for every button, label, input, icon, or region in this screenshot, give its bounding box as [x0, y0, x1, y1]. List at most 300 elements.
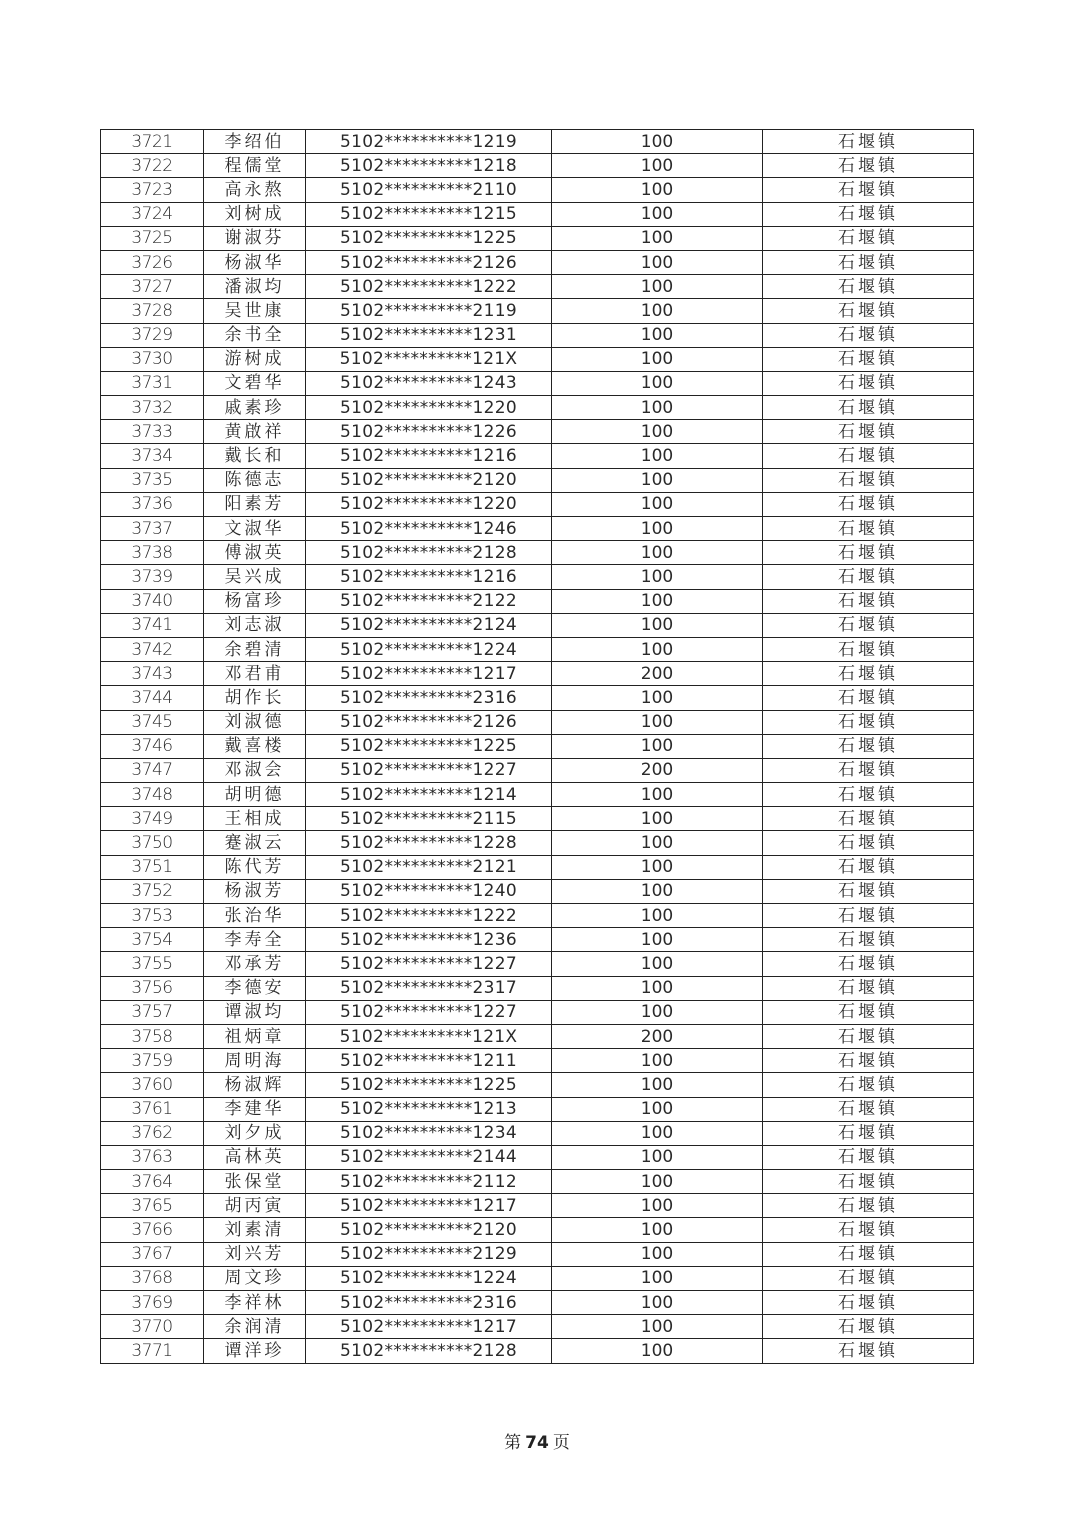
- id-number-cell: 5102**********1220: [306, 396, 552, 420]
- row-number-cell: 3749: [101, 807, 204, 831]
- town-name-cell: 石堰镇: [763, 420, 974, 444]
- town-name-cell: 石堰镇: [763, 1121, 974, 1145]
- amount-cell: 100: [552, 1266, 763, 1290]
- town-name-cell: 石堰镇: [763, 275, 974, 299]
- id-number-cell: 5102**********2124: [306, 613, 552, 637]
- id-number-cell: 5102**********2120: [306, 1218, 552, 1242]
- id-number-cell: 5102**********1213: [306, 1097, 552, 1121]
- id-number-cell: 5102**********1216: [306, 565, 552, 589]
- person-name-cell: 王相成: [204, 807, 306, 831]
- table-row: [101, 323, 974, 347]
- row-number-cell: 3722: [101, 154, 204, 178]
- amount-cell: 100: [552, 1315, 763, 1339]
- table-row: [101, 1024, 974, 1048]
- amount-cell: 100: [552, 202, 763, 226]
- person-name-cell: 游树成: [204, 347, 306, 371]
- person-name-cell: 邓承芳: [204, 952, 306, 976]
- amount-cell: 100: [552, 1170, 763, 1194]
- person-name-cell: 文淑华: [204, 517, 306, 541]
- table-row: [101, 1049, 974, 1073]
- amount-cell: 100: [552, 855, 763, 879]
- id-number-cell: 5102**********2120: [306, 468, 552, 492]
- id-number-cell: 5102**********1217: [306, 1315, 552, 1339]
- amount-cell: 100: [552, 1073, 763, 1097]
- id-number-cell: 5102**********2126: [306, 710, 552, 734]
- row-number-cell: 3763: [101, 1145, 204, 1169]
- town-name-cell: 石堰镇: [763, 517, 974, 541]
- town-name-cell: 石堰镇: [763, 1145, 974, 1169]
- id-number-cell: 5102**********1227: [306, 952, 552, 976]
- person-name-cell: 黄啟祥: [204, 420, 306, 444]
- amount-cell: 200: [552, 758, 763, 782]
- row-number-cell: 3765: [101, 1194, 204, 1218]
- id-number-cell: 5102**********1225: [306, 734, 552, 758]
- town-name-cell: 石堰镇: [763, 1291, 974, 1315]
- table-row: [101, 517, 974, 541]
- table-row: [101, 347, 974, 371]
- person-name-cell: 胡丙寅: [204, 1194, 306, 1218]
- table-row: [101, 130, 974, 154]
- row-number-cell: 3752: [101, 879, 204, 903]
- table-row: [101, 541, 974, 565]
- town-name-cell: 石堰镇: [763, 541, 974, 565]
- row-number-cell: 3742: [101, 637, 204, 661]
- town-name-cell: 石堰镇: [763, 565, 974, 589]
- table-row: [101, 492, 974, 516]
- amount-cell: 100: [552, 1291, 763, 1315]
- row-number-cell: 3768: [101, 1266, 204, 1290]
- page-prefix: 第: [504, 1433, 522, 1453]
- town-name-cell: 石堰镇: [763, 1266, 974, 1290]
- table-row: [101, 686, 974, 710]
- amount-cell: 100: [552, 686, 763, 710]
- amount-cell: 100: [552, 226, 763, 250]
- amount-cell: 100: [552, 613, 763, 637]
- table-row: [101, 1194, 974, 1218]
- person-name-cell: 余碧清: [204, 637, 306, 661]
- id-number-cell: 5102**********1217: [306, 662, 552, 686]
- row-number-cell: 3733: [101, 420, 204, 444]
- amount-cell: 100: [552, 1000, 763, 1024]
- town-name-cell: 石堰镇: [763, 734, 974, 758]
- row-number-cell: 3750: [101, 831, 204, 855]
- town-name-cell: 石堰镇: [763, 371, 974, 395]
- table-row: [101, 879, 974, 903]
- table-row: [101, 420, 974, 444]
- table-row: [101, 904, 974, 928]
- table-row: [101, 855, 974, 879]
- person-name-cell: 李祥林: [204, 1291, 306, 1315]
- id-number-cell: 5102**********2119: [306, 299, 552, 323]
- row-number-cell: 3727: [101, 275, 204, 299]
- table-row: [101, 468, 974, 492]
- table-row: [101, 976, 974, 1000]
- town-name-cell: 石堰镇: [763, 637, 974, 661]
- row-number-cell: 3725: [101, 226, 204, 250]
- amount-cell: 100: [552, 347, 763, 371]
- town-name-cell: 石堰镇: [763, 492, 974, 516]
- table-row: [101, 807, 974, 831]
- id-number-cell: 5102**********121X: [306, 1024, 552, 1048]
- row-number-cell: 3731: [101, 371, 204, 395]
- amount-cell: 100: [552, 589, 763, 613]
- amount-cell: 100: [552, 517, 763, 541]
- row-number-cell: 3753: [101, 904, 204, 928]
- town-name-cell: 石堰镇: [763, 952, 974, 976]
- person-name-cell: 程儒堂: [204, 154, 306, 178]
- town-name-cell: 石堰镇: [763, 710, 974, 734]
- amount-cell: 200: [552, 662, 763, 686]
- person-name-cell: 陈德志: [204, 468, 306, 492]
- town-name-cell: 石堰镇: [763, 807, 974, 831]
- id-number-cell: 5102**********1225: [306, 1073, 552, 1097]
- person-name-cell: 李建华: [204, 1097, 306, 1121]
- person-name-cell: 杨淑芳: [204, 879, 306, 903]
- person-name-cell: 潘淑均: [204, 275, 306, 299]
- person-name-cell: 杨富珍: [204, 589, 306, 613]
- person-name-cell: 邓君甫: [204, 662, 306, 686]
- town-name-cell: 石堰镇: [763, 396, 974, 420]
- amount-cell: 100: [552, 396, 763, 420]
- town-name-cell: 石堰镇: [763, 299, 974, 323]
- id-number-cell: 5102**********2316: [306, 1291, 552, 1315]
- id-number-cell: 5102**********2128: [306, 541, 552, 565]
- person-name-cell: 吴兴成: [204, 565, 306, 589]
- id-number-cell: 5102**********1224: [306, 637, 552, 661]
- person-name-cell: 高永熬: [204, 178, 306, 202]
- amount-cell: 100: [552, 1242, 763, 1266]
- person-name-cell: 张保堂: [204, 1170, 306, 1194]
- town-name-cell: 石堰镇: [763, 202, 974, 226]
- table-row: [101, 396, 974, 420]
- person-name-cell: 余书全: [204, 323, 306, 347]
- id-number-cell: 5102**********1231: [306, 323, 552, 347]
- id-number-cell: 5102**********2110: [306, 178, 552, 202]
- amount-cell: 100: [552, 1194, 763, 1218]
- row-number-cell: 3751: [101, 855, 204, 879]
- id-number-cell: 5102**********1214: [306, 783, 552, 807]
- amount-cell: 100: [552, 444, 763, 468]
- id-number-cell: 5102**********1215: [306, 202, 552, 226]
- row-number-cell: 3760: [101, 1073, 204, 1097]
- row-number-cell: 3744: [101, 686, 204, 710]
- town-name-cell: 石堰镇: [763, 178, 974, 202]
- town-name-cell: 石堰镇: [763, 1218, 974, 1242]
- table-row: [101, 637, 974, 661]
- person-name-cell: 杨淑华: [204, 250, 306, 274]
- amount-cell: 100: [552, 154, 763, 178]
- person-name-cell: 高林英: [204, 1145, 306, 1169]
- row-number-cell: 3766: [101, 1218, 204, 1242]
- row-number-cell: 3762: [101, 1121, 204, 1145]
- table-row: [101, 1097, 974, 1121]
- id-number-cell: 5102**********1234: [306, 1121, 552, 1145]
- amount-cell: 100: [552, 565, 763, 589]
- person-name-cell: 祖炳章: [204, 1024, 306, 1048]
- id-number-cell: 5102**********2112: [306, 1170, 552, 1194]
- town-name-cell: 石堰镇: [763, 154, 974, 178]
- town-name-cell: 石堰镇: [763, 347, 974, 371]
- amount-cell: 100: [552, 1121, 763, 1145]
- amount-cell: 100: [552, 710, 763, 734]
- row-number-cell: 3743: [101, 662, 204, 686]
- town-name-cell: 石堰镇: [763, 589, 974, 613]
- row-number-cell: 3756: [101, 976, 204, 1000]
- row-number-cell: 3740: [101, 589, 204, 613]
- person-name-cell: 李绍伯: [204, 130, 306, 154]
- id-number-cell: 5102**********1236: [306, 928, 552, 952]
- person-name-cell: 邓淑会: [204, 758, 306, 782]
- person-name-cell: 文碧华: [204, 371, 306, 395]
- town-name-cell: 石堰镇: [763, 758, 974, 782]
- row-number-cell: 3755: [101, 952, 204, 976]
- table-row: [101, 783, 974, 807]
- person-name-cell: 戚素珍: [204, 396, 306, 420]
- amount-cell: 100: [552, 492, 763, 516]
- table-row: [101, 613, 974, 637]
- town-name-cell: 石堰镇: [763, 904, 974, 928]
- amount-cell: 100: [552, 831, 763, 855]
- id-number-cell: 5102**********1243: [306, 371, 552, 395]
- amount-cell: 100: [552, 420, 763, 444]
- row-number-cell: 3732: [101, 396, 204, 420]
- id-number-cell: 5102**********1217: [306, 1194, 552, 1218]
- person-name-cell: 胡明德: [204, 783, 306, 807]
- row-number-cell: 3754: [101, 928, 204, 952]
- person-name-cell: 李寿全: [204, 928, 306, 952]
- town-name-cell: 石堰镇: [763, 613, 974, 637]
- table-row: [101, 1339, 974, 1363]
- row-number-cell: 3728: [101, 299, 204, 323]
- id-number-cell: 5102**********2126: [306, 250, 552, 274]
- town-name-cell: 石堰镇: [763, 686, 974, 710]
- id-number-cell: 5102**********1224: [306, 1266, 552, 1290]
- person-name-cell: 胡作长: [204, 686, 306, 710]
- table-row: [101, 1000, 974, 1024]
- table-row: [101, 444, 974, 468]
- person-name-cell: 谢淑芬: [204, 226, 306, 250]
- row-number-cell: 3759: [101, 1049, 204, 1073]
- table-row: [101, 154, 974, 178]
- id-number-cell: 5102**********1226: [306, 420, 552, 444]
- table-row: [101, 758, 974, 782]
- amount-cell: 100: [552, 783, 763, 807]
- row-number-cell: 3723: [101, 178, 204, 202]
- table-row: [101, 1218, 974, 1242]
- person-name-cell: 谭洋珍: [204, 1339, 306, 1363]
- page-number: 74: [525, 1433, 549, 1453]
- table-row: [101, 952, 974, 976]
- town-name-cell: 石堰镇: [763, 1097, 974, 1121]
- amount-cell: 100: [552, 130, 763, 154]
- row-number-cell: 3729: [101, 323, 204, 347]
- row-number-cell: 3730: [101, 347, 204, 371]
- amount-cell: 100: [552, 299, 763, 323]
- amount-cell: 100: [552, 952, 763, 976]
- row-number-cell: 3734: [101, 444, 204, 468]
- amount-cell: 100: [552, 1097, 763, 1121]
- id-number-cell: 5102**********1222: [306, 904, 552, 928]
- id-number-cell: 5102**********2317: [306, 976, 552, 1000]
- amount-cell: 100: [552, 541, 763, 565]
- person-name-cell: 刘兴芳: [204, 1242, 306, 1266]
- amount-cell: 100: [552, 734, 763, 758]
- person-name-cell: 蹇淑云: [204, 831, 306, 855]
- table-row: [101, 662, 974, 686]
- table-row: [101, 1315, 974, 1339]
- town-name-cell: 石堰镇: [763, 855, 974, 879]
- id-number-cell: 5102**********1227: [306, 758, 552, 782]
- town-name-cell: 石堰镇: [763, 976, 974, 1000]
- id-number-cell: 5102**********1216: [306, 444, 552, 468]
- row-number-cell: 3746: [101, 734, 204, 758]
- table-row: [101, 250, 974, 274]
- person-name-cell: 张治华: [204, 904, 306, 928]
- town-name-cell: 石堰镇: [763, 444, 974, 468]
- page-footer: [0, 1428, 1074, 1453]
- town-name-cell: 石堰镇: [763, 1000, 974, 1024]
- amount-cell: 100: [552, 1339, 763, 1363]
- person-name-cell: 刘志淑: [204, 613, 306, 637]
- amount-cell: 100: [552, 807, 763, 831]
- town-name-cell: 石堰镇: [763, 879, 974, 903]
- amount-cell: 100: [552, 1145, 763, 1169]
- person-name-cell: 戴喜楼: [204, 734, 306, 758]
- table-row: [101, 1291, 974, 1315]
- row-number-cell: 3769: [101, 1291, 204, 1315]
- row-number-cell: 3757: [101, 1000, 204, 1024]
- person-name-cell: 刘夕成: [204, 1121, 306, 1145]
- row-number-cell: 3764: [101, 1170, 204, 1194]
- table-row: [101, 928, 974, 952]
- town-name-cell: 石堰镇: [763, 928, 974, 952]
- table-row: [101, 178, 974, 202]
- table-row: [101, 371, 974, 395]
- id-number-cell: 5102**********1211: [306, 1049, 552, 1073]
- person-name-cell: 杨淑辉: [204, 1073, 306, 1097]
- page-suffix: 页: [552, 1433, 570, 1453]
- row-number-cell: 3741: [101, 613, 204, 637]
- table-row: [101, 1242, 974, 1266]
- row-number-cell: 3767: [101, 1242, 204, 1266]
- person-name-cell: 陈代芳: [204, 855, 306, 879]
- person-name-cell: 刘素清: [204, 1218, 306, 1242]
- town-name-cell: 石堰镇: [763, 662, 974, 686]
- id-number-cell: 5102**********2122: [306, 589, 552, 613]
- town-name-cell: 石堰镇: [763, 130, 974, 154]
- id-number-cell: 5102**********1219: [306, 130, 552, 154]
- town-name-cell: 石堰镇: [763, 1073, 974, 1097]
- person-name-cell: 戴长和: [204, 444, 306, 468]
- id-number-cell: 5102**********1218: [306, 154, 552, 178]
- id-number-cell: 5102**********2316: [306, 686, 552, 710]
- table-row: [101, 1170, 974, 1194]
- amount-cell: 100: [552, 976, 763, 1000]
- table-row: [101, 1145, 974, 1169]
- town-name-cell: 石堰镇: [763, 468, 974, 492]
- table-row: [101, 226, 974, 250]
- amount-cell: 100: [552, 928, 763, 952]
- table-row: [101, 275, 974, 299]
- id-number-cell: 5102**********1228: [306, 831, 552, 855]
- amount-cell: 100: [552, 371, 763, 395]
- id-number-cell: 5102**********2144: [306, 1145, 552, 1169]
- row-number-cell: 3739: [101, 565, 204, 589]
- row-number-cell: 3724: [101, 202, 204, 226]
- amount-cell: 100: [552, 637, 763, 661]
- id-number-cell: 5102**********1240: [306, 879, 552, 903]
- amount-cell: 200: [552, 1024, 763, 1048]
- person-name-cell: 谭淑均: [204, 1000, 306, 1024]
- table-row: [101, 734, 974, 758]
- subsidy-list-table: [100, 129, 974, 1364]
- table-row: [101, 1266, 974, 1290]
- id-number-cell: 5102**********2115: [306, 807, 552, 831]
- amount-cell: 100: [552, 1049, 763, 1073]
- person-name-cell: 周明海: [204, 1049, 306, 1073]
- town-name-cell: 石堰镇: [763, 1170, 974, 1194]
- row-number-cell: 3745: [101, 710, 204, 734]
- row-number-cell: 3758: [101, 1024, 204, 1048]
- person-name-cell: 傅淑英: [204, 541, 306, 565]
- amount-cell: 100: [552, 468, 763, 492]
- row-number-cell: 3747: [101, 758, 204, 782]
- person-name-cell: 刘淑德: [204, 710, 306, 734]
- table-row: [101, 1073, 974, 1097]
- amount-cell: 100: [552, 178, 763, 202]
- town-name-cell: 石堰镇: [763, 1024, 974, 1048]
- row-number-cell: 3721: [101, 130, 204, 154]
- town-name-cell: 石堰镇: [763, 1315, 974, 1339]
- town-name-cell: 石堰镇: [763, 1194, 974, 1218]
- town-name-cell: 石堰镇: [763, 1049, 974, 1073]
- table-body: [101, 130, 974, 1364]
- id-number-cell: 5102**********1222: [306, 275, 552, 299]
- town-name-cell: 石堰镇: [763, 250, 974, 274]
- person-name-cell: 李德安: [204, 976, 306, 1000]
- row-number-cell: 3726: [101, 250, 204, 274]
- row-number-cell: 3737: [101, 517, 204, 541]
- id-number-cell: 5102**********1225: [306, 226, 552, 250]
- row-number-cell: 3735: [101, 468, 204, 492]
- amount-cell: 100: [552, 275, 763, 299]
- table-row: [101, 565, 974, 589]
- table-row: [101, 202, 974, 226]
- table-row: [101, 710, 974, 734]
- person-name-cell: 周文珍: [204, 1266, 306, 1290]
- town-name-cell: 石堰镇: [763, 226, 974, 250]
- person-name-cell: 吴世康: [204, 299, 306, 323]
- town-name-cell: 石堰镇: [763, 831, 974, 855]
- id-number-cell: 5102**********1246: [306, 517, 552, 541]
- person-name-cell: 刘树成: [204, 202, 306, 226]
- row-number-cell: 3738: [101, 541, 204, 565]
- table-row: [101, 831, 974, 855]
- table-row: [101, 299, 974, 323]
- amount-cell: 100: [552, 323, 763, 347]
- id-number-cell: 5102**********2128: [306, 1339, 552, 1363]
- row-number-cell: 3748: [101, 783, 204, 807]
- amount-cell: 100: [552, 1218, 763, 1242]
- id-number-cell: 5102**********2121: [306, 855, 552, 879]
- town-name-cell: 石堰镇: [763, 323, 974, 347]
- row-number-cell: 3736: [101, 492, 204, 516]
- id-number-cell: 5102**********121X: [306, 347, 552, 371]
- amount-cell: 100: [552, 250, 763, 274]
- id-number-cell: 5102**********1220: [306, 492, 552, 516]
- town-name-cell: 石堰镇: [763, 1339, 974, 1363]
- person-name-cell: 余润清: [204, 1315, 306, 1339]
